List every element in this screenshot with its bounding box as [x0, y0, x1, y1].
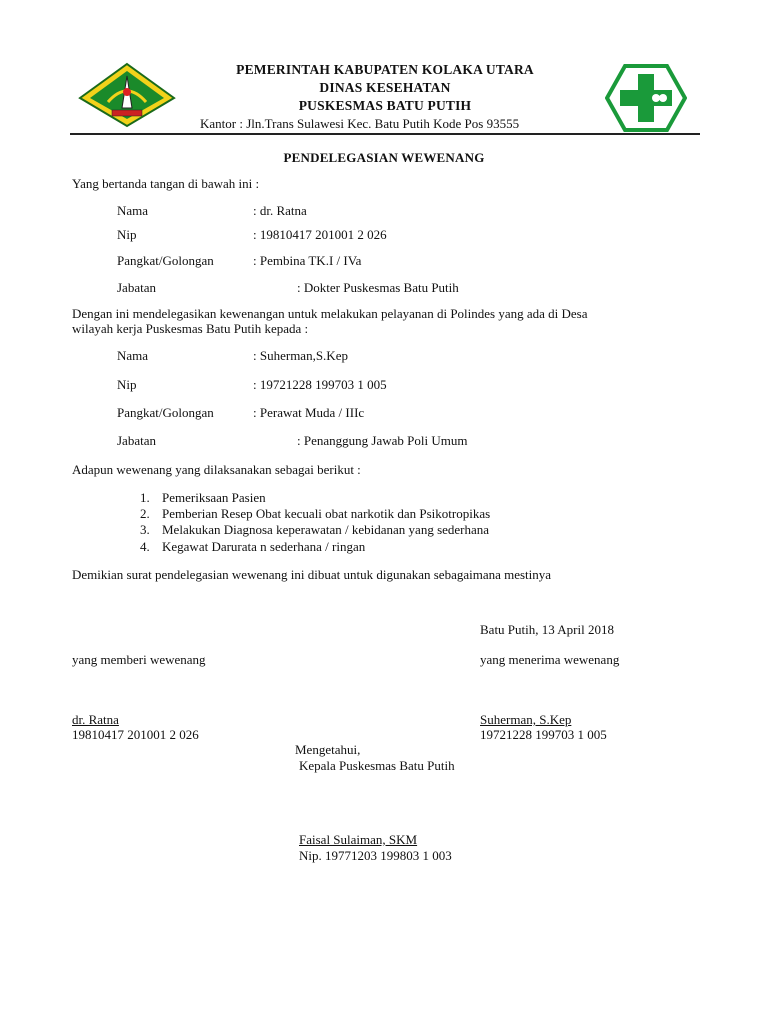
list-item: Pemeriksaan Pasien: [162, 490, 266, 505]
giver-name-value: : dr. Ratna: [253, 203, 307, 218]
intro-text: Yang bertanda tangan di bawah ini :: [72, 176, 260, 191]
delegation-line-1: Dengan ini mendelegasikan kewenangan untuk melakukan pelayanan di Polindes yang ada di Desa: [72, 306, 588, 321]
regency-emblem-icon: [78, 62, 176, 128]
list-item-number: 1.: [140, 490, 150, 505]
approval-label: Mengetahui,: [295, 742, 361, 757]
approval-role: Kepala Puskesmas Batu Putih: [299, 758, 455, 773]
giver-nip-value: : 19810417 201001 2 026: [253, 227, 387, 242]
list-item: Melakukan Diagnosa keperawatan / kebidanan yang sederhana: [162, 522, 490, 537]
list-item-number: 4.: [140, 539, 150, 554]
list-item: Pemberian Resep Obat kecuali obat narkotik dan Psikotropikas: [162, 506, 491, 521]
left-sign-nip: 19810417 201001 2 026: [72, 727, 199, 742]
header-line-1: PEMERINTAH KABUPATEN KOLAKA UTARA: [236, 62, 534, 77]
list-item-number: 2.: [140, 506, 150, 521]
right-sign-name: Suherman, S.Kep: [480, 712, 572, 727]
approval-nip: Nip. 19771203 199803 1 003: [299, 848, 452, 863]
left-sign-name: dr. Ratna: [72, 712, 119, 727]
document-title: PENDELEGASIAN WEWENANG: [283, 150, 485, 165]
closing-statement: Demikian surat pendelegasian wewenang ini dibuat untuk digunakan sebagaimana mestinya: [72, 567, 552, 582]
receiver-rank-value: : Perawat Muda / IIIc: [253, 405, 365, 420]
authority-intro: Adapun wewenang yang dilaksanakan sebagai berikut :: [72, 462, 361, 477]
giver-position-label: Jabatan: [117, 280, 156, 295]
receiver-position-value: : Penanggung Jawab Poli Umum: [297, 433, 468, 448]
giver-rank-value: : Pembina TK.I / IVa: [253, 253, 362, 268]
giver-name-label: Nama: [117, 203, 149, 218]
giver-nip-label: Nip: [117, 227, 137, 242]
receiver-position-label: Jabatan: [117, 433, 156, 448]
giver-rank-label: Pangkat/Golongan: [117, 253, 214, 268]
list-item: Kegawat Darurata n sederhana / ringan: [162, 539, 366, 554]
header-line-3: PUSKESMAS BATU PUTIH: [298, 98, 472, 113]
receiver-nip-label: Nip: [117, 377, 137, 392]
approval-name: Faisal Sulaiman, SKM: [299, 832, 418, 847]
header-divider: [70, 133, 700, 135]
receiver-nip-value: : 19721228 199703 1 005: [253, 377, 387, 392]
header-line-2: DINAS KESEHATAN: [319, 80, 451, 95]
header-address: Kantor : Jln.Trans Sulawesi Kec. Batu Putih Kode Pos 93555: [200, 116, 520, 131]
receiver-name-label: Nama: [117, 348, 149, 363]
receiver-rank-label: Pangkat/Golongan: [117, 405, 214, 420]
giver-position-value: : Dokter Puskesmas Batu Putih: [297, 280, 459, 295]
place-date: Batu Putih, 13 April 2018: [480, 622, 614, 637]
receiver-name-value: : Suherman,S.Kep: [253, 348, 348, 363]
delegation-line-2: wilayah kerja Puskesmas Batu Putih kepada :: [72, 321, 309, 336]
right-sign-role: yang menerima wewenang: [480, 652, 620, 667]
right-sign-nip: 19721228 199703 1 005: [480, 727, 607, 742]
list-item-number: 3.: [140, 522, 150, 537]
puskesmas-cross-icon: [605, 64, 687, 132]
left-sign-role: yang memberi wewenang: [72, 652, 206, 667]
